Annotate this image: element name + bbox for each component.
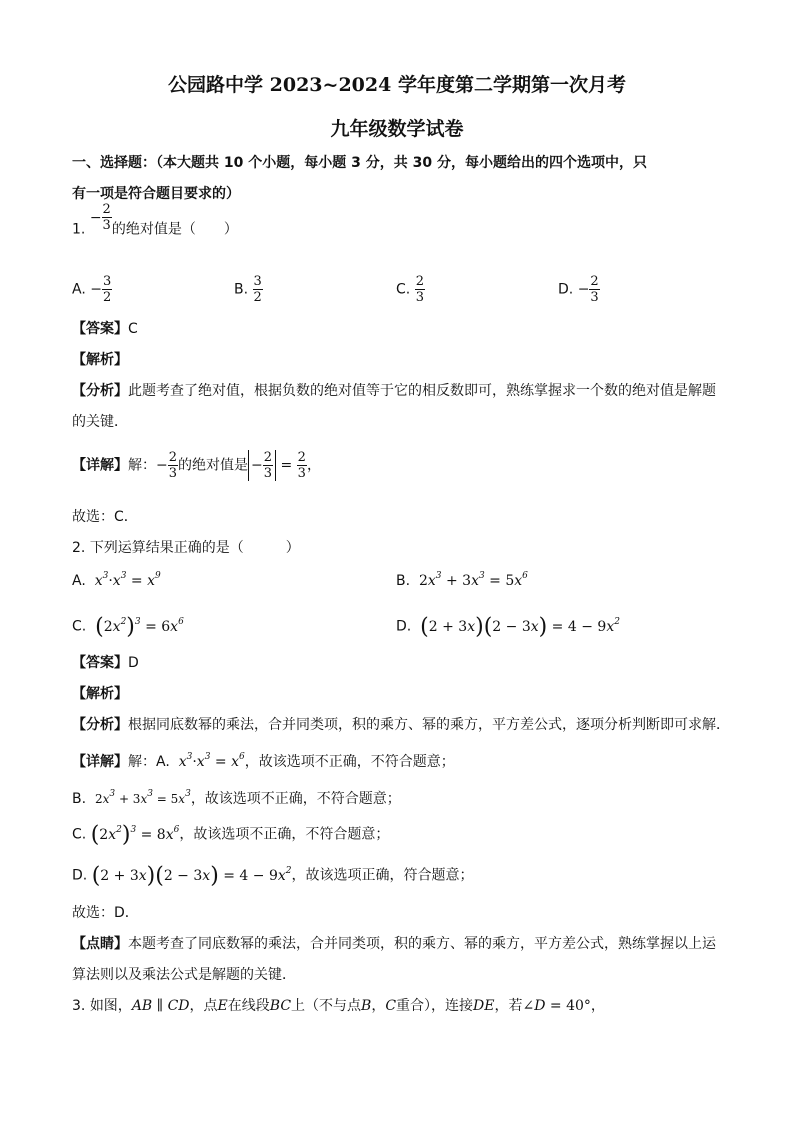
- q1-option-c: C. $\frac{2}{3}$: [396, 274, 424, 305]
- q2-note-line1: 【点睛】本题考查了同底数幂的乘法，合并同类项，积的乘方、幂的乘方，平方差公式，熟练掌握以上运: [72, 936, 716, 952]
- section-heading-line2: 有一项是符合题目要求的）: [72, 186, 240, 202]
- question-1-stem: [72, 202, 238, 245]
- exam-subtitle: 九年级数学试卷: [330, 118, 464, 140]
- q2-option-b: B. $2x^3 + 3x^3 = 5x^6$: [396, 571, 528, 589]
- q2-detail-a: 【详解】解：A. $x^3\cdot x^3 = x^6$，故该选项不正确，不符合题意；: [72, 752, 455, 770]
- q2-jiexi-tag: 【解析】: [72, 686, 128, 702]
- q2-option-a: A. $x^3\cdot x^3 = x^9$: [72, 571, 161, 589]
- q2-option-d: D. $(2 + 3x)(2 - 3x) = 4 - 9x^2$: [396, 614, 620, 639]
- stem-text: 的绝对值是（ ）: [111, 221, 238, 238]
- question-3-stem: 3. 如图，AB ∥ CD，点E在线段BC上（不与点B，C重合），连接DE，若∠D = 40°，: [72, 998, 605, 1014]
- q2-note-line2: 算法则以及乘法公式是解题的关键．: [72, 967, 296, 983]
- q1-option-a: A. − $\frac{3}{2}$: [72, 274, 112, 305]
- q2-conclusion: 故选：D．: [72, 905, 139, 921]
- q1-jiexi-tag: 【解析】: [72, 352, 128, 368]
- question-number: 1.: [72, 221, 86, 238]
- q2-option-c: C. $(2x^2)^3 = 6x^6$: [72, 614, 184, 639]
- question-2-stem: 2. 下列运算结果正确的是（ ）: [72, 540, 300, 556]
- q1-option-d: D. − $\frac{2}{3}$: [558, 274, 599, 305]
- q2-detail-d: D. $(2 + 3x)(2 - 3x) = 4 - 9x^2$，故该选项正确，符合题意；: [72, 863, 474, 888]
- q1-conclusion: 故选：C．: [72, 509, 138, 525]
- q2-answer: 【答案】D: [72, 655, 139, 671]
- frac-sign: −: [89, 209, 102, 226]
- section-heading-line1: 一、选择题：（本大题共 10 个小题，每小题 3 分，共 30 分，每小题给出的四个选项中，只: [72, 155, 647, 171]
- fraction: $\frac{2}{3}$: [102, 202, 111, 233]
- q1-option-b: B. $\frac{3}{2}$: [234, 274, 262, 305]
- q1-detail: 【详解】解：− $\frac{2}{3}$ 的绝对值是 − $\frac{2}{3}$ = $\frac{2}{3}$ ，: [72, 450, 321, 481]
- q2-analysis: 【分析】根据同底数幂的乘法，合并同类项，积的乘方、幂的乘方，平方差公式，逐项分析判断即可求解．: [72, 717, 730, 733]
- q1-analysis-line2: 的关键．: [72, 414, 128, 430]
- q2-detail-b: B. $2x^3 + 3x^3 = 5x^3$，故该选项不正确，不符合题意；: [72, 789, 401, 807]
- q1-analysis-line1: 【分析】此题考查了绝对值，根据负数的绝对值等于它的相反数即可，熟练掌握求一个数的绝对值是解题: [72, 383, 716, 399]
- exam-title: 公园路中学 2023~2024 学年度第二学期第一次月考: [168, 74, 626, 96]
- q2-detail-c: C. $(2x^2)^3 = 8x^6$，故该选项不正确，不符合题意；: [72, 822, 390, 847]
- q1-answer: 【答案】C: [72, 321, 138, 337]
